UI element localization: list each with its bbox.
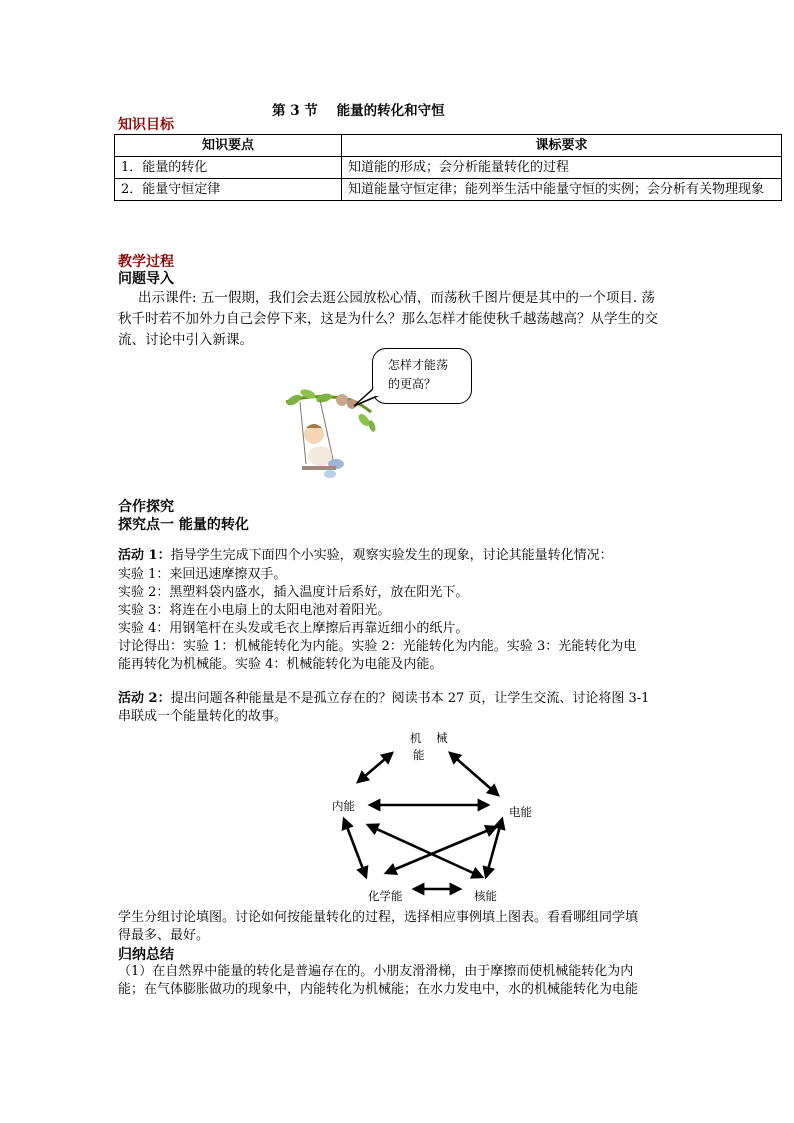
- table-row: [115, 179, 782, 201]
- table-header-row: [115, 135, 782, 157]
- section-teaching-process: 教学过程: [118, 254, 174, 270]
- experiment-item: 实验 3：将连在小电扇上的太阳电池对着阳光。: [118, 603, 391, 618]
- after-diagram-line: 学生分组讨论填图。讨论如何按能量转化的过程，选择相应事例填上图表。看看哪组同学填: [118, 910, 639, 925]
- activity2-line: [118, 690, 649, 708]
- intro-line: 出示课件: 五一假期，我们会去逛公园放松心情，而荡秋千图片便是其中的一个项目. 荡: [138, 290, 655, 306]
- experiment-item: 实验 1：来回迅速摩擦双手。: [118, 567, 287, 582]
- conclusion-line: 讨论得出：实验 1：机械能转化为内能。实验 2：光能转化为内能。实验 3：光能转化为电: [118, 639, 637, 654]
- knowledge-table: [114, 134, 782, 201]
- node-mechanical-top: 机 械: [410, 731, 448, 745]
- speech-bubble-tail: [352, 386, 386, 410]
- subsection-point1: 探究点一 能量的转化: [118, 517, 249, 533]
- intro-line: 流、讨论中引入新课。: [118, 332, 253, 348]
- speech-bubble-text: [388, 356, 448, 394]
- table-cell: 2．能量守恒定律: [115, 179, 342, 201]
- table-header: 课标要求: [342, 135, 782, 157]
- activity1-text: 指导学生完成下面四个小实验，观察实验发生的现象，讨论其能量转化情况：: [170, 548, 613, 563]
- node-mechanical-bottom: 能: [413, 748, 425, 762]
- table-row: [115, 157, 782, 179]
- node-nuclear: 核能: [474, 889, 497, 903]
- subsection-cooperation: 合作探究: [118, 499, 174, 515]
- page-title: 第 3 节 能量的转化和守恒: [272, 103, 445, 119]
- activity2-text: 提出问题各种能量是不是孤立存在的？阅读书本 27 页，让学生交流、讨论将图 3-1: [170, 691, 650, 706]
- node-electric: 电能: [509, 805, 532, 819]
- summary-line: 能；在气体膨胀做功的现象中，内能转化为机械能；在水力发电中，水的机械能转化为电能: [118, 982, 639, 997]
- activity2-line: 串联成一个能量转化的故事。: [118, 709, 288, 724]
- subsection-intro: 问题导入: [118, 271, 174, 287]
- conclusion-line: 能再转化为机械能。实验 4：机械能转化为电能及内能。: [118, 657, 443, 672]
- experiment-item: 实验 2：黑塑料袋内盛水，插入温度计后系好，放在阳光下。: [118, 585, 469, 600]
- table-header: 知识要点: [115, 135, 342, 157]
- table-cell: 知道能量守恒定律；能列举生活中能量守恒的实例；会分析有关物理现象: [342, 179, 782, 201]
- experiment-item: 实验 4：用钢笔杆在头发或毛衣上摩擦后再靠近细小的纸片。: [118, 621, 469, 636]
- activity1-label: 活动 1：: [118, 548, 171, 563]
- speech-bubble-line: 怎样才能荡: [388, 358, 449, 372]
- section-knowledge-goals: 知识目标: [118, 117, 174, 133]
- table-cell: 知道能的形成；会分析能量转化的过程: [342, 157, 782, 179]
- after-diagram-line: 得最多、最好。: [118, 928, 210, 943]
- activity1-line: [118, 547, 613, 565]
- activity2-label: 活动 2：: [118, 691, 171, 706]
- intro-line: 秋千时若不加外力自己会停下来，这是为什么？那么怎样才能使秋千越荡越高？从学生的交: [118, 311, 658, 327]
- subsection-summary: 归纳总结: [118, 947, 174, 963]
- node-internal: 内能: [332, 799, 355, 813]
- speech-bubble-line: 的更高？: [388, 377, 437, 391]
- node-chemical: 化学能: [368, 889, 403, 903]
- summary-line: （1）在自然界中能量的转化是普遍存在的。小朋友滑滑梯，由于摩擦而使机械能转化为内: [118, 964, 634, 979]
- table-cell: 1．能量的转化: [115, 157, 342, 179]
